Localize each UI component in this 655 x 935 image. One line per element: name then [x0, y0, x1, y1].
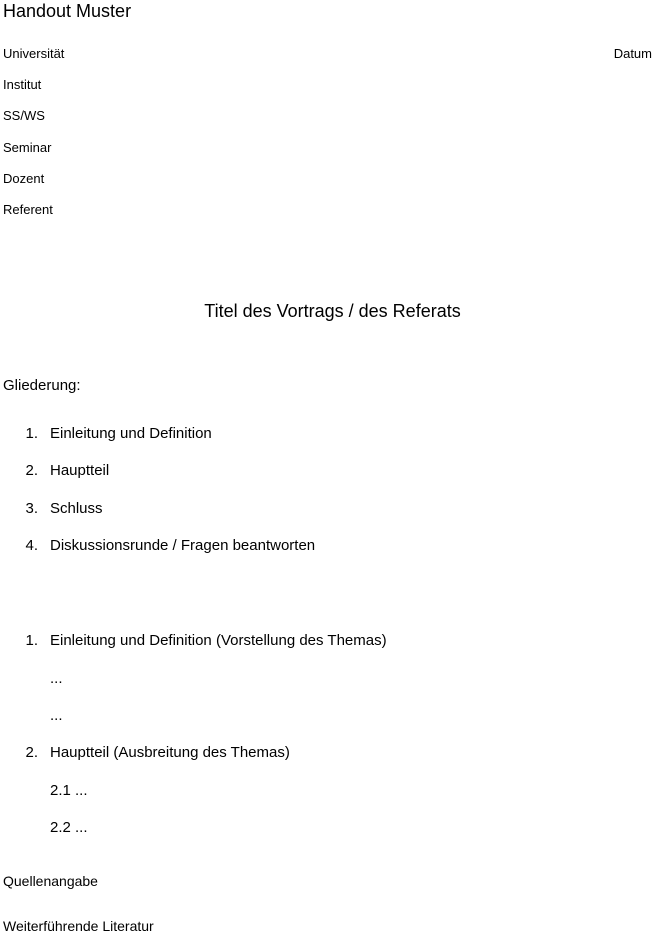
outline-item-number: 2.	[25, 462, 38, 479]
outline-item-number: 4.	[25, 537, 38, 554]
field-referent: Referent	[3, 202, 53, 217]
outline-item-text: Diskussionsrunde / Fragen beantworten	[50, 537, 316, 554]
subsection: 2.1 ...	[50, 782, 88, 799]
section-heading: Einleitung und Definition (Vorstellung des Themas)	[50, 632, 387, 649]
section-placeholder: ...	[50, 670, 63, 687]
date-label: Datum	[613, 46, 652, 61]
section-number: 2.	[25, 744, 38, 761]
section-heading: Hauptteil (Ausbreitung des Themas)	[50, 744, 290, 761]
outline-item-text: Einleitung und Definition	[50, 425, 212, 442]
outline-item-text: Hauptteil	[50, 462, 110, 479]
outline-item-number: 3.	[25, 500, 38, 517]
further-reading-heading: Weiterführende Literatur	[3, 918, 154, 934]
sources-heading: Quellenangabe	[3, 873, 98, 889]
field-dozent: Dozent	[3, 171, 45, 186]
field-seminar: Seminar	[3, 140, 52, 155]
subsection: 2.2 ...	[50, 819, 88, 836]
section-number: 1.	[25, 632, 38, 649]
outline-item-text: Schluss	[50, 500, 103, 517]
field-universitaet: Universität	[3, 46, 65, 61]
outline-item-number: 1.	[25, 425, 38, 442]
outline-heading: Gliederung:	[3, 377, 81, 394]
field-semester: SS/WS	[3, 108, 45, 123]
talk-title: Titel des Vortrags / des Referats	[204, 301, 461, 321]
field-institut: Institut	[3, 77, 42, 92]
section-placeholder: ...	[50, 707, 63, 724]
document-title: Handout Muster	[3, 1, 132, 21]
